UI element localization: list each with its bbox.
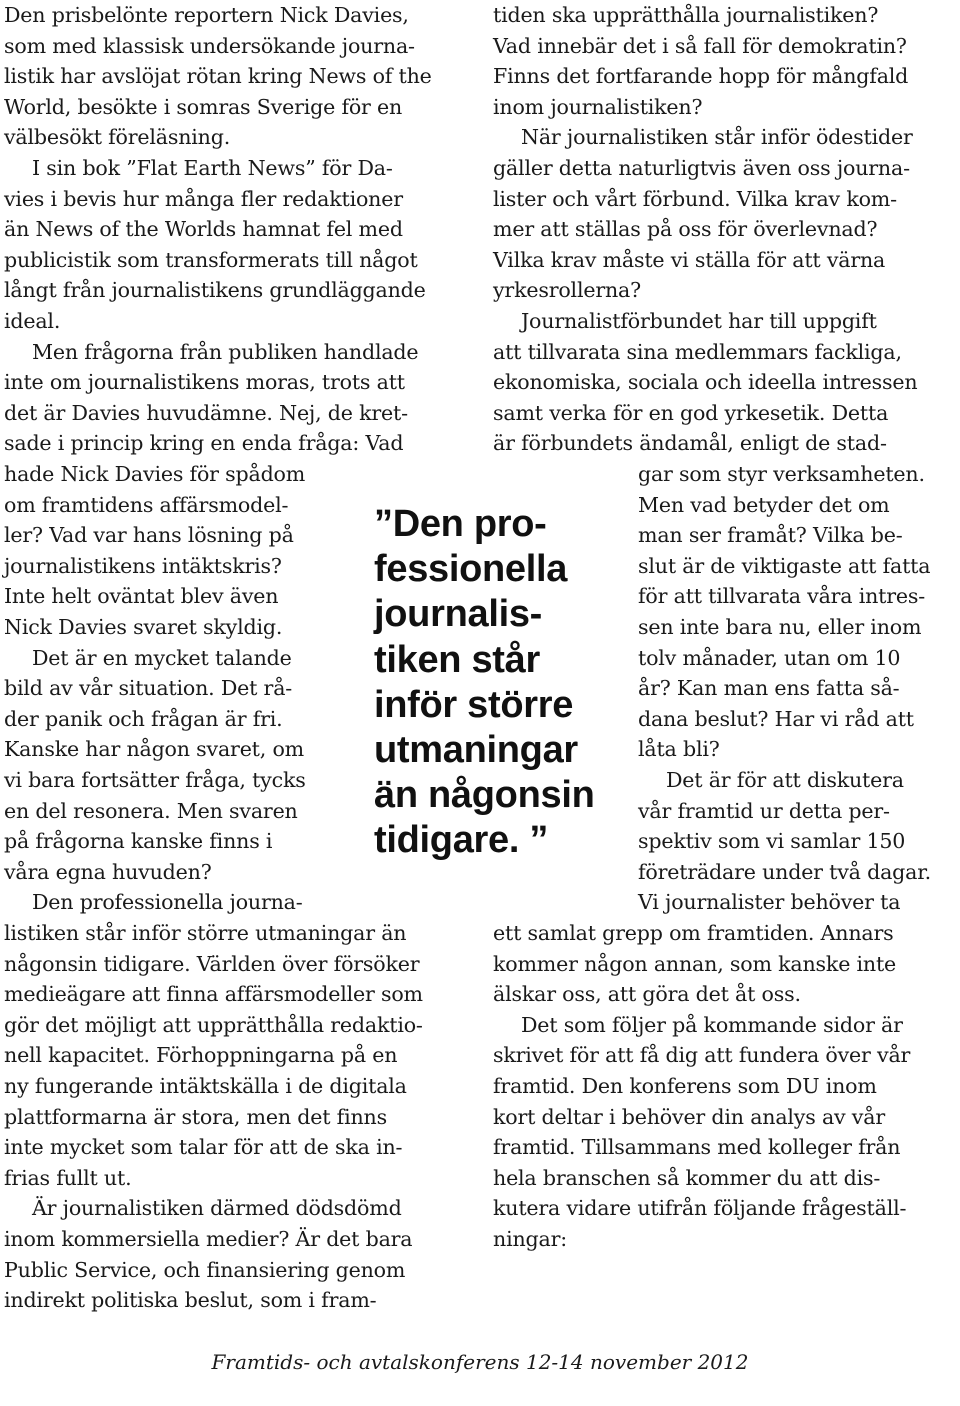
text-line: mer att ställas på oss för överlevnad?: [493, 217, 878, 242]
text-line: inom journalistiken?: [493, 94, 703, 119]
text-line: välbesökt föreläsning.: [4, 125, 231, 150]
text-line: lister och vårt förbund. Vilka krav kom-: [493, 186, 897, 211]
pull-quote-line: inför större: [374, 683, 574, 726]
text-line: kort deltar i behöver din analys av vår: [493, 1104, 885, 1129]
text-line: spektiv som vi samlar 150: [638, 829, 906, 854]
pull-quote-line: ”Den pro-: [374, 503, 547, 545]
text-line: Finns det fortfarande hopp för mångfald: [493, 64, 909, 89]
text-line: Public Service, och finansiering genom: [4, 1257, 406, 1282]
text-line: framtid. Den konferens som DU inom: [493, 1074, 877, 1098]
text-line: Men vad betyder det om: [638, 492, 890, 517]
text-line: än News of the Worlds hamnat fel med: [4, 217, 403, 242]
text-line: Det som följer på kommande sidor är: [521, 1012, 903, 1037]
text-line: gäller detta naturligtvis även oss journa-: [493, 156, 910, 180]
text-line: När journalistiken står inför ödestider: [521, 125, 913, 150]
text-line: någonsin tidigare. Världen över försöker: [4, 951, 420, 976]
text-line: I sin bok ”Flat Earth News” för Da-: [32, 156, 393, 180]
text-line: inte om journalistikens moras, trots att: [4, 370, 405, 395]
text-line: listiken står inför större utmaningar än: [4, 921, 407, 945]
pull-quote-line: än någonsin: [374, 774, 595, 817]
pull-quote-line: journalis-: [374, 593, 543, 636]
text-line: vår framtid ur detta per-: [638, 798, 890, 823]
text-line: inom kommersiella medier? Är det bara: [4, 1227, 413, 1251]
text-line: tiden ska upprätthålla journalistiken?: [493, 3, 879, 27]
text-line: vi bara fortsätter fråga, tycks: [4, 768, 306, 792]
pull-quote-line: utmaningar: [374, 729, 578, 771]
text-line: kutera vidare utifrån följande frågeställ-: [493, 1196, 907, 1221]
text-line: för att tillvarata våra intres-: [638, 584, 926, 609]
text-line: som med klassisk undersökande journa-: [4, 33, 415, 58]
text-line: gör det möjligt att upprätthålla redaktio-: [4, 1012, 423, 1037]
text-line: företrädare under två dagar.: [638, 859, 931, 884]
text-line: sen inte bara nu, eller inom: [638, 615, 922, 639]
text-line: plattformarna är stora, men det finns: [4, 1104, 387, 1129]
text-line: Det är en mycket talande: [32, 645, 292, 670]
text-line: nell kapacitet. Förhoppningarna på en: [4, 1043, 398, 1068]
text-line: vies i bevis hur många fler redaktioner: [4, 186, 403, 211]
text-line: på frågorna kanske finns i: [4, 829, 273, 854]
text-line: Den prisbelönte reportern Nick Davies,: [4, 3, 409, 27]
pull-quote-line: fessionella: [374, 548, 568, 591]
pull-quote-line: tiken står: [374, 638, 540, 681]
text-line: yrkesrollerna?: [493, 278, 641, 303]
text-line: kommer någon annan, som kanske inte: [493, 951, 897, 976]
text-line: dana beslut? Har vi råd att: [638, 706, 914, 731]
text-line: ny fungerande intäktskälla i de digitala: [4, 1074, 407, 1098]
text-line: hade Nick Davies för spådom: [4, 462, 306, 486]
text-line: en del resonera. Men svaren: [4, 798, 298, 823]
footer-conference-title: Framtids- och avtalskonferens 12-14 november 2012: [211, 1350, 749, 1374]
text-line: frias fullt ut.: [4, 1165, 132, 1190]
text-line: Den professionella journa-: [32, 890, 303, 915]
text-line: World, besökte i somras Sverige för en: [4, 94, 403, 119]
text-line: sade i princip kring en enda fråga: Vad: [4, 431, 404, 456]
text-line: journalistikens intäktskris?: [4, 553, 282, 578]
text-line: ett samlat grepp om framtiden. Annars: [493, 921, 894, 945]
text-line: inte mycket som talar för att de ska in-: [4, 1135, 403, 1160]
text-line: Det är för att diskutera: [666, 768, 904, 792]
text-line: långt från journalistikens grundläggande: [4, 278, 426, 303]
text-line: Nick Davies svaret skyldig.: [4, 615, 283, 639]
text-line: samt verka för en god yrkesetik. Detta: [493, 400, 889, 425]
text-line: Inte helt oväntat blev även: [4, 584, 279, 609]
text-line: Är journalistiken därmed dödsdömd: [32, 1196, 402, 1221]
text-line: skrivet för att få dig att fundera över vår: [493, 1043, 911, 1068]
text-line: Vi journalister behöver ta: [638, 890, 901, 915]
text-line: slut är de viktigaste att fatta: [638, 553, 931, 578]
text-line: år? Kan man ens fatta så-: [638, 676, 900, 701]
text-line: ideal.: [4, 309, 61, 333]
text-line: våra egna huvuden?: [4, 859, 212, 884]
pull-quote-line: tidigare. ”: [374, 819, 549, 862]
text-line: der panik och frågan är fri.: [4, 706, 283, 731]
text-line: Vad innebär det i så fall för demokratin?: [493, 33, 907, 58]
text-line: ler? Vad var hans lösning på: [4, 523, 294, 548]
text-line: är förbundets ändamål, enligt de stad-: [493, 431, 887, 456]
text-line: älskar oss, att göra det åt oss.: [493, 982, 801, 1007]
text-line: man ser framåt? Vilka be-: [638, 523, 903, 548]
text-line: Vilka krav måste vi ställa för att värna: [493, 247, 886, 272]
text-line: Journalistförbundet har till uppgift: [521, 309, 877, 333]
text-line: publicistik som transformerats till något: [4, 247, 418, 272]
text-line: att tillvarata sina medlemmars fackliga,: [493, 339, 902, 364]
text-line: ekonomiska, sociala och ideella intressen: [493, 370, 918, 395]
text-line: det är Davies huvudämne. Nej, de kret-: [4, 400, 408, 425]
text-line: framtid. Tillsammans med kolleger från: [493, 1135, 901, 1160]
text-line: listik har avslöjat rötan kring News of the: [4, 64, 432, 89]
text-line: om framtidens affärsmodel-: [4, 492, 289, 517]
text-line: ningar:: [493, 1227, 567, 1251]
text-line: låta bli?: [638, 737, 720, 762]
text-line: gar som styr verksamheten.: [638, 462, 925, 486]
text-line: Kanske har någon svaret, om: [4, 737, 304, 762]
text-line: bild av vår situation. Det rå-: [4, 676, 293, 701]
text-line: hela branschen så kommer du att dis-: [493, 1165, 881, 1190]
text-line: Men frågorna från publiken handlade: [32, 339, 419, 364]
text-line: tolv månader, utan om 10: [638, 645, 901, 670]
text-line: indirekt politiska beslut, som i fram-: [4, 1288, 377, 1313]
text-line: medieägare att finna affärsmodeller som: [4, 982, 423, 1007]
